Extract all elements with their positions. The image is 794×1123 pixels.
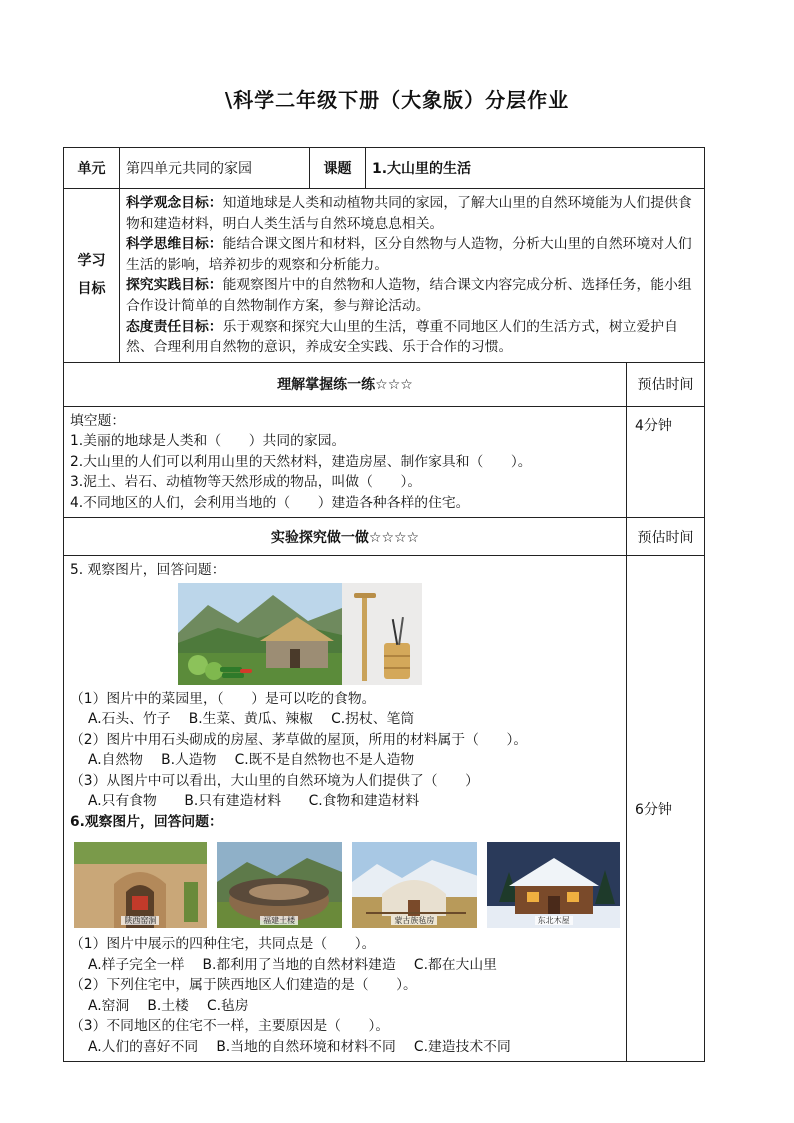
worksheet-table	[63, 147, 705, 1062]
unit-value: 第四单元共同的家园	[120, 148, 310, 189]
objective-item: 探究实践目标：能观察图片中的自然物和人造物，结合课文内容完成分析、选择任务，能小组合作设计简单的自然物制作方案，参与辩论活动。	[126, 277, 692, 314]
yurt-photo	[352, 842, 478, 928]
section2-title: 实验探究做一做☆☆☆☆	[64, 518, 627, 556]
section1-time-label: 预估时间	[627, 362, 705, 406]
question-6-2-options: A.窑洞 B.土楼 C.毡房	[88, 997, 249, 1014]
topic-value: 1.大山里的生活	[366, 148, 705, 189]
section1-content	[64, 406, 627, 518]
caption-cave-dwelling: 陕西窑洞	[121, 916, 159, 925]
cave-dwelling-photo	[74, 842, 207, 928]
question-1: 1.美丽的地球是人类和（ ）共同的家园。	[70, 433, 346, 450]
cane-and-pen-holder-photo	[342, 583, 422, 685]
section1-time-value: 4分钟	[627, 406, 705, 518]
question-5-2-options: A.自然物 B.人造物 C.既不是自然物也不是人造物	[88, 752, 415, 769]
fill-blank-heading: 填空题：	[70, 412, 126, 429]
caption-log-cabin: 东北木屋	[535, 916, 573, 925]
section2-content	[64, 556, 627, 1062]
question-6-3-options: A.人们的喜好不同 B.当地的自然环境和材料不同 C.建造技术不同	[88, 1038, 511, 1055]
objectives-label-line1: 学习	[77, 253, 106, 270]
section1-title: 理解掌握练一练☆☆☆	[64, 362, 627, 406]
question-5-stem: 5. 观察图片，回答问题：	[70, 562, 226, 579]
caption-yurt: 蒙古族毡房	[391, 916, 437, 925]
objective-item: 科学思维目标：能结合课文图片和材料，区分自然物与人造物，分析大山里的自然环境对人们生活的影响，培养初步的观察和分析能力。	[126, 236, 692, 273]
mountain-garden-photo	[178, 583, 342, 685]
question-5-2: （2）图片中用石头砌成的房屋、茅草做的屋顶，所用的材料属于（ ）。	[70, 731, 528, 748]
question-5-images	[178, 583, 620, 685]
objectives-content	[120, 189, 705, 363]
objective-item: 态度责任目标：乐于观察和探究大山里的生活，尊重不同地区人们的生活方式，树立爱护自然、合理利用自然物的意识，养成安全实践、乐于合作的习惯。	[126, 318, 678, 356]
question-5-3-options: A.只有食物 B.只有建造材料 C.食物和建造材料	[88, 793, 420, 810]
caption-tulou: 福建土楼	[260, 916, 298, 925]
topic-label: 课题	[310, 148, 366, 189]
section2-time-label: 预估时间	[627, 518, 705, 556]
question-6-1: （1）图片中展示的四种住宅，共同点是（ ）。	[70, 936, 376, 953]
question-5-1-options: A.石头、竹子 B.生菜、黄瓜、辣椒 C.拐杖、笔筒	[88, 711, 415, 728]
question-6-images	[74, 842, 620, 928]
log-cabin-photo	[487, 842, 620, 928]
question-6-1-options: A.样子完全一样 B.都利用了当地的自然材料建造 C.都在大山里	[88, 956, 497, 973]
question-6-2: （2）下列住宅中，属于陕西地区人们建造的是（ ）。	[70, 977, 417, 994]
objective-item: 科学观念目标：知道地球是人类和动植物共同的家园，了解大山里的自然环境能为人们提供食物和建造材料，明白人类生活与自然环境息息相关。	[126, 195, 692, 232]
objectives-label-line2: 目标	[77, 281, 106, 298]
tulou-photo	[217, 842, 342, 928]
objectives-label	[64, 189, 120, 363]
question-5-1: （1）图片中的菜园里，（ ）是可以吃的食物。	[70, 690, 376, 707]
question-4: 4.不同地区的人们，会利用当地的（ ）建造各种各样的住宅。	[70, 494, 470, 511]
question-2: 2.大山里的人们可以利用山里的天然材料，建造房屋、制作家具和（ ）。	[70, 453, 532, 470]
question-6-stem: 6.观察图片，回答问题：	[70, 813, 223, 830]
unit-label: 单元	[64, 148, 120, 189]
document-title: \科学二年级下册（大象版）分层作业	[224, 88, 570, 112]
question-6-3: （3）不同地区的住宅不一样，主要原因是（ ）。	[70, 1018, 390, 1035]
section2-time-value: 6分钟	[627, 556, 705, 1062]
question-3: 3.泥土、岩石、动植物等天然形成的物品，叫做（ ）。	[70, 474, 422, 491]
question-5-3: （3）从图片中可以看出，大山里的自然环境为人们提供了（ ）	[70, 772, 479, 789]
